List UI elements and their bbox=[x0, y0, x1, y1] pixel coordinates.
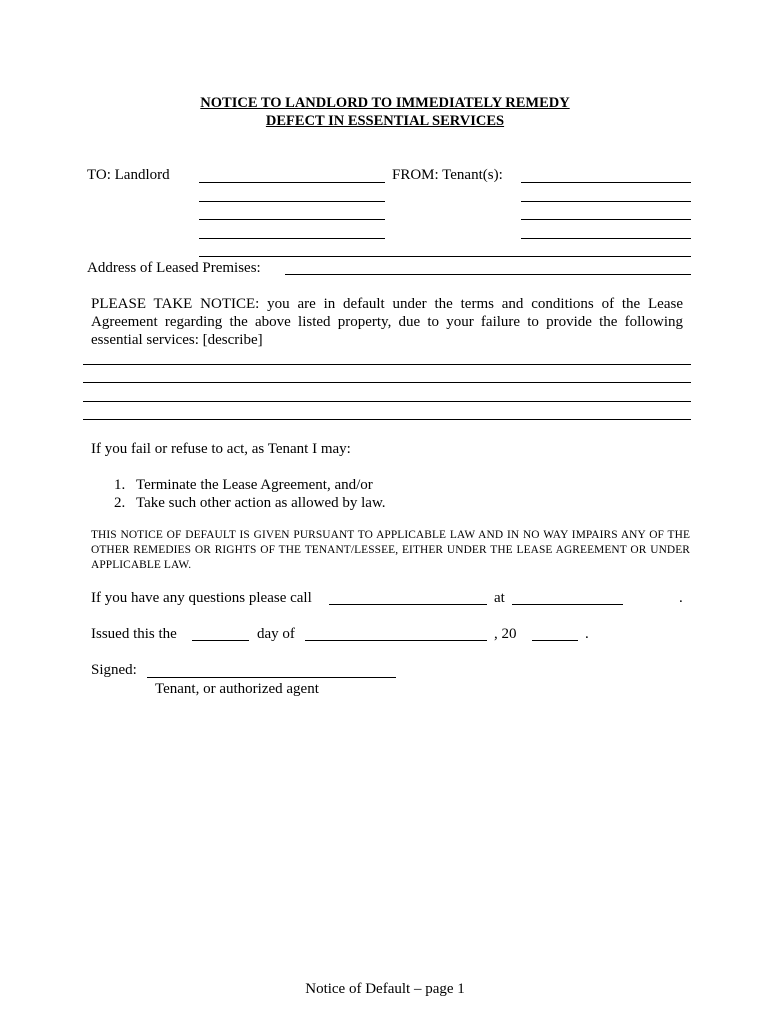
issued-day-field[interactable] bbox=[192, 640, 249, 641]
leased-premises-address-field[interactable] bbox=[285, 274, 691, 275]
services-description-line-2[interactable] bbox=[83, 382, 691, 383]
address-separator-line bbox=[199, 256, 691, 257]
legal-notice-text: THIS NOTICE OF DEFAULT IS GIVEN PURSUANT TO APPLICABLE LAW AND IN NO WAY IMPAIRS ANY OF THE OTHER REMEDIES OR RIGHTS OF THE TENANT/LESSEE, EITHER UNDER THE LEASE AGREEMENT OR UNDER APPLICABLE LAW. bbox=[91, 529, 690, 571]
from-tenant-label: FROM: Tenant(s): bbox=[392, 167, 503, 183]
issued-year-field[interactable] bbox=[532, 640, 578, 641]
contact-time-field[interactable] bbox=[512, 604, 623, 605]
document-title-line-2: DEFECT IN ESSENTIAL SERVICES bbox=[265, 113, 505, 129]
year-prefix-text: , 20 bbox=[494, 626, 517, 642]
at-text: at bbox=[494, 590, 505, 606]
services-description-line-1[interactable] bbox=[83, 364, 691, 365]
option-number: 1. bbox=[114, 477, 126, 493]
questions-period: . bbox=[679, 590, 683, 606]
landlord-address-field-2[interactable] bbox=[199, 219, 385, 220]
tenant-name-field[interactable] bbox=[521, 182, 691, 183]
issued-month-field[interactable] bbox=[305, 640, 487, 641]
signature-field[interactable] bbox=[147, 677, 396, 678]
option-number: 2. bbox=[114, 495, 126, 511]
issued-period: . bbox=[585, 626, 589, 642]
page-footer: Notice of Default – page 1 bbox=[305, 981, 465, 997]
option-item-1 bbox=[114, 476, 373, 494]
issued-text: Issued this the bbox=[91, 626, 177, 642]
questions-text: If you have any questions please call bbox=[91, 590, 312, 606]
option-text: Terminate the Lease Agreement, and/or bbox=[136, 477, 373, 493]
to-landlord-label: TO: Landlord bbox=[87, 167, 170, 183]
services-description-line-4[interactable] bbox=[83, 419, 691, 420]
address-label: Address of Leased Premises: bbox=[87, 260, 261, 276]
document-title-line-1: NOTICE TO LANDLORD TO IMMEDIATELY REMEDY bbox=[200, 95, 570, 111]
landlord-address-field-3[interactable] bbox=[199, 238, 385, 239]
tenant-address-field-1[interactable] bbox=[521, 201, 691, 202]
landlord-name-field[interactable] bbox=[199, 182, 385, 183]
day-of-text: day of bbox=[257, 626, 295, 642]
services-description-line-3[interactable] bbox=[83, 401, 691, 402]
option-text: Take such other action as allowed by law. bbox=[136, 495, 386, 511]
signed-label: Signed: bbox=[91, 662, 137, 678]
tenant-address-field-3[interactable] bbox=[521, 238, 691, 239]
phone-contact-field[interactable] bbox=[329, 604, 487, 605]
fail-to-act-text: If you fail or refuse to act, as Tenant I may: bbox=[91, 441, 351, 457]
option-item-2 bbox=[114, 494, 386, 512]
landlord-address-field-1[interactable] bbox=[199, 201, 385, 202]
notice-paragraph: PLEASE TAKE NOTICE: you are in default under the terms and conditions of the Lease Agreement regarding the above listed property, due to your failure to provide the following essential services: [describe] bbox=[91, 296, 683, 348]
signer-caption: Tenant, or authorized agent bbox=[155, 681, 319, 697]
tenant-address-field-2[interactable] bbox=[521, 219, 691, 220]
